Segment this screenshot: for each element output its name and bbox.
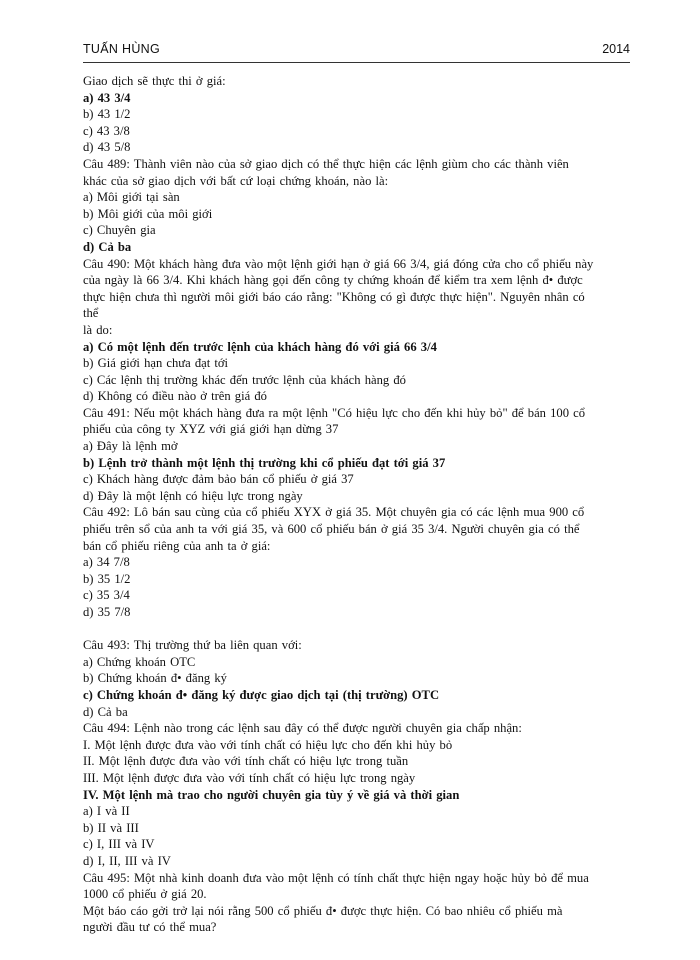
answer-line-bold: a) 43 3/4 (83, 90, 131, 105)
text-line: thực hiện chưa thì người môi giới báo cáo rằng: "Không có gì được thực hiện". Nguyên nhân có (83, 289, 585, 304)
text-line: Câu 491: Nếu một khách hàng đưa ra một lệnh "Có hiệu lực cho đến khi hủy bỏ" để bán 100 cổ (83, 405, 586, 420)
text-line: Câu 492: Lô bán sau cùng của cổ phiếu XYX ở giá 35. Một chuyên gia có các lệnh mua 900 cổ (83, 505, 585, 520)
text-line: phiếu trên sổ của anh ta với giá 35, và 600 cổ phiếu bán ở giá 35 3/4. Người chuyên gia có thể (83, 522, 580, 537)
text-line: Câu 489: Thành viên nào của sở giao dịch có thể thực hiện các lệnh giùm cho các thành viên (83, 156, 569, 171)
text-line: b) Môi giới của môi giới (83, 206, 213, 221)
answer-line-bold: b) Lệnh trở thành một lệnh thị trường khi cổ phiếu đạt tới giá 37 (83, 455, 446, 470)
text-line: khác của sở giao dịch với bất cứ loại chứng khoán, nào là: (83, 173, 389, 188)
text-line: Câu 495: Một nhà kinh doanh đưa vào một lệnh có tính chất thực hiện ngay hoặc hủy bỏ để mua (83, 870, 589, 885)
text-line: là do: (83, 322, 113, 337)
text-line: c) Chuyên gia (83, 223, 156, 238)
text-line: d) Không có điều nào ở trên giá đó (83, 389, 267, 404)
text-line (83, 621, 631, 638)
text-line: Một báo cáo gởi trở lại nói rằng 500 cổ phiếu đ• được thực hiện. Có bao nhiêu cổ phiếu mà (83, 903, 563, 918)
text-line: phiếu của công ty XYZ với giá giới hạn dừng 37 (83, 422, 339, 437)
text-line: của ngày là 66 3/4. Khi khách hàng gọi đến công ty chứng khoán để kiểm tra xem lệnh đ• được (83, 273, 583, 288)
text-line: thể (83, 306, 99, 321)
text-line: a) 34 7/8 (83, 555, 130, 570)
text-line: bán cổ phiếu riêng của anh ta ở giá: (83, 538, 271, 553)
text-line: a) I và II (83, 804, 130, 819)
text-line: c) 35 3/4 (83, 588, 130, 603)
text-line: d) 43 5/8 (83, 140, 131, 155)
text-line: c) Khách hàng được đảm bảo bán cổ phiếu ở giá 37 (83, 472, 354, 487)
text-line: Câu 494: Lệnh nào trong các lệnh sau đây có thể được người chuyên gia chấp nhận: (83, 721, 522, 736)
text-line: c) Các lệnh thị trường khác đến trước lệnh của khách hàng đó (83, 372, 406, 387)
text-line: d) Cả ba (83, 704, 128, 719)
answer-line-bold: c) Chứng khoán đ• đăng ký được giao dịch tại (thị trường) OTC (83, 687, 440, 702)
text-line: c) I, III và IV (83, 837, 155, 852)
text-line: b) II và III (83, 820, 139, 835)
text-line: b) 43 1/2 (83, 107, 131, 122)
text-line: người đầu tư có thể mua? (83, 920, 217, 935)
text-line: 1000 cổ phiếu ở giá 20. (83, 887, 207, 902)
text-line: b) Chứng khoán đ• đăng ký (83, 671, 227, 686)
text-line: b) 35 1/2 (83, 571, 131, 586)
header-year: 2014 (602, 42, 630, 56)
document-body (83, 73, 631, 936)
text-line: a) Môi giới tại sàn (83, 190, 180, 205)
text-line: II. Một lệnh được đưa vào với tính chất có hiệu lực trong tuần (83, 754, 409, 769)
header-rule (83, 62, 630, 63)
text-line: d) I, II, III và IV (83, 853, 171, 868)
answer-line-bold: d) Cả ba (83, 239, 132, 254)
text-line: a) Đây là lệnh mở (83, 439, 178, 454)
text-line: Câu 493: Thị trường thứ ba liên quan với: (83, 638, 302, 653)
text-line: III. Một lệnh được đưa vào với tính chất có hiệu lực trong ngày (83, 770, 416, 785)
text-line: Giao dịch sẽ thực thi ở giá: (83, 74, 226, 88)
header-author: TUẤN HÙNG (83, 42, 161, 56)
text-line: a) Chứng khoán OTC (83, 654, 196, 669)
text-line: c) 43 3/8 (83, 123, 130, 138)
answer-line-bold: a) Có một lệnh đến trước lệnh của khách hàng đó với giá 66 3/4 (83, 339, 437, 354)
text-line: b) Giá giới hạn chưa đạt tới (83, 356, 229, 371)
page-header (83, 42, 630, 62)
text-line: Câu 490: Một khách hàng đưa vào một lệnh giới hạn ở giá 66 3/4, giá đóng cửa cho cổ phiếu này (83, 256, 594, 271)
answer-line-bold: IV. Một lệnh mà trao cho người chuyên gia tùy ý về giá và thời gian (83, 787, 460, 802)
text-line: d) Đây là một lệnh có hiệu lực trong ngày (83, 488, 303, 503)
text-line: d) 35 7/8 (83, 605, 131, 619)
text-line: I. Một lệnh được đưa vào với tính chất có hiệu lực cho đến khi hủy bỏ (83, 737, 453, 752)
